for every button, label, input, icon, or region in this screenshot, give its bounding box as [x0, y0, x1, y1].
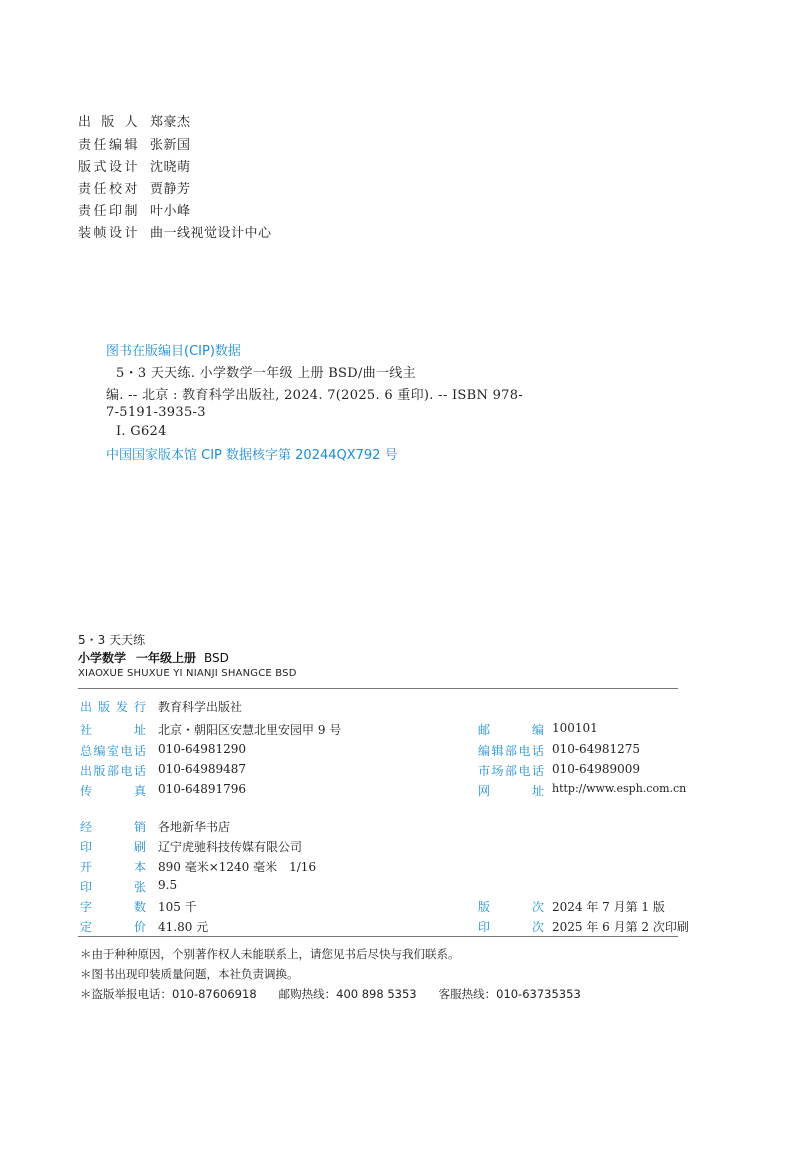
- info-value: 010-64981275: [552, 742, 641, 756]
- info-value: http://www.esph.com.cn: [552, 782, 687, 795]
- info-value: 9.5: [158, 878, 178, 892]
- credit-role: 装帧设计: [78, 226, 138, 241]
- info-value: 各地新华书店: [158, 820, 231, 834]
- info-value: 41.80 元: [158, 920, 209, 934]
- credit-name: 郑豪杰: [150, 115, 191, 130]
- book-subject: 小学数学: [78, 651, 127, 665]
- cip-line: Ⅰ. G624: [116, 424, 167, 439]
- note-quality: ＊图书出现印装质量问题，本社负责调换。: [80, 967, 299, 981]
- credit-name: 贾静芳: [150, 182, 191, 197]
- credit-role: 责任校对: [78, 182, 138, 197]
- credit-publisher: [78, 111, 191, 130]
- book-series: 5・3 天天练: [78, 633, 146, 647]
- info-value: 2025 年 6 月第 2 次印刷: [552, 920, 689, 934]
- credit-role: 版式设计: [78, 160, 138, 175]
- info-label: 定价: [80, 920, 146, 934]
- info-value: 010-64981290: [158, 742, 247, 756]
- note-service: 客服热线：010-63735353: [438, 987, 581, 1001]
- credit-name: 曲一线视觉设计中心: [150, 226, 272, 241]
- credit-name: 沈晓萌: [150, 160, 191, 175]
- info-value: 890 毫米×1240 毫米 1/16: [158, 860, 317, 874]
- info-value: 010-64989009: [552, 762, 641, 776]
- book-title: [78, 649, 229, 666]
- info-label: 出版部电话: [80, 764, 146, 778]
- credit-layout: [78, 156, 191, 175]
- cip-line: 5・3 天天练. 小学数学一年级 上册 BSD/曲一线主: [116, 366, 416, 381]
- info-value: 教育科学出版社: [158, 700, 243, 714]
- info-value: 北京・朝阳区安慧北里安园甲 9 号: [158, 723, 342, 737]
- cip-line: 7-5191-3935-3: [106, 405, 206, 420]
- credit-role: 责任印制: [78, 204, 138, 219]
- note-contacts: [80, 986, 581, 1002]
- info-value: 010-64891796: [158, 782, 247, 796]
- info-label: 社址: [80, 723, 146, 737]
- book-grade: 一年级上册: [136, 651, 197, 665]
- info-label: 版次: [478, 900, 544, 914]
- info-value: 100101: [552, 721, 598, 735]
- credit-name: 叶小峰: [150, 204, 191, 219]
- info-label: 出版发行: [80, 700, 146, 714]
- info-label: 印刷: [80, 840, 146, 854]
- credit-role: 出版人: [78, 115, 138, 130]
- credit-printing: [78, 200, 191, 219]
- info-label: 印张: [80, 880, 146, 894]
- info-label: 印次: [478, 920, 544, 934]
- credit-proofreader: [78, 178, 191, 197]
- cip-line: 编. -- 北京 : 教育科学出版社, 2024. 7(2025. 6 重印). -- ISBN 978-: [106, 388, 523, 403]
- info-label: 邮编: [478, 723, 544, 737]
- book-edition-code: BSD: [204, 651, 229, 665]
- info-value: 105 千: [158, 900, 197, 914]
- info-label: 总编室电话: [80, 744, 146, 758]
- divider: [78, 936, 678, 937]
- info-label: 开本: [80, 860, 146, 874]
- book-pinyin: XIAOXUE SHUXUE YI NIANJI SHANGCE BSD: [78, 668, 297, 679]
- info-label: 字数: [80, 900, 146, 914]
- credit-binding-design: [78, 222, 272, 241]
- credit-editor: [78, 134, 191, 153]
- cip-title: 图书在版编目(CIP)数据: [106, 344, 241, 359]
- info-value: 010-64989487: [158, 762, 247, 776]
- info-label: 市场部电话: [478, 764, 544, 778]
- note-piracy: ＊盗版举报电话：010-87606918: [80, 987, 257, 1001]
- info-label: 传真: [80, 784, 146, 798]
- info-value: 辽宁虎驰科技传媒有限公司: [158, 840, 303, 854]
- info-label: 网址: [478, 784, 544, 798]
- credit-name: 张新国: [150, 138, 191, 153]
- note-mail-order: 邮购热线：400 898 5353: [278, 987, 417, 1001]
- cip-core-number: 中国国家版本馆 CIP 数据核字第 20244QX792 号: [106, 448, 398, 463]
- note-copyright: ＊由于种种原因，个别著作权人未能联系上，请您见书后尽快与我们联系。: [80, 947, 460, 961]
- info-label: 编辑部电话: [478, 744, 544, 758]
- credit-role: 责任编辑: [78, 138, 138, 153]
- divider: [78, 688, 678, 689]
- info-label: 经销: [80, 820, 146, 834]
- info-value: 2024 年 7 月第 1 版: [552, 900, 665, 914]
